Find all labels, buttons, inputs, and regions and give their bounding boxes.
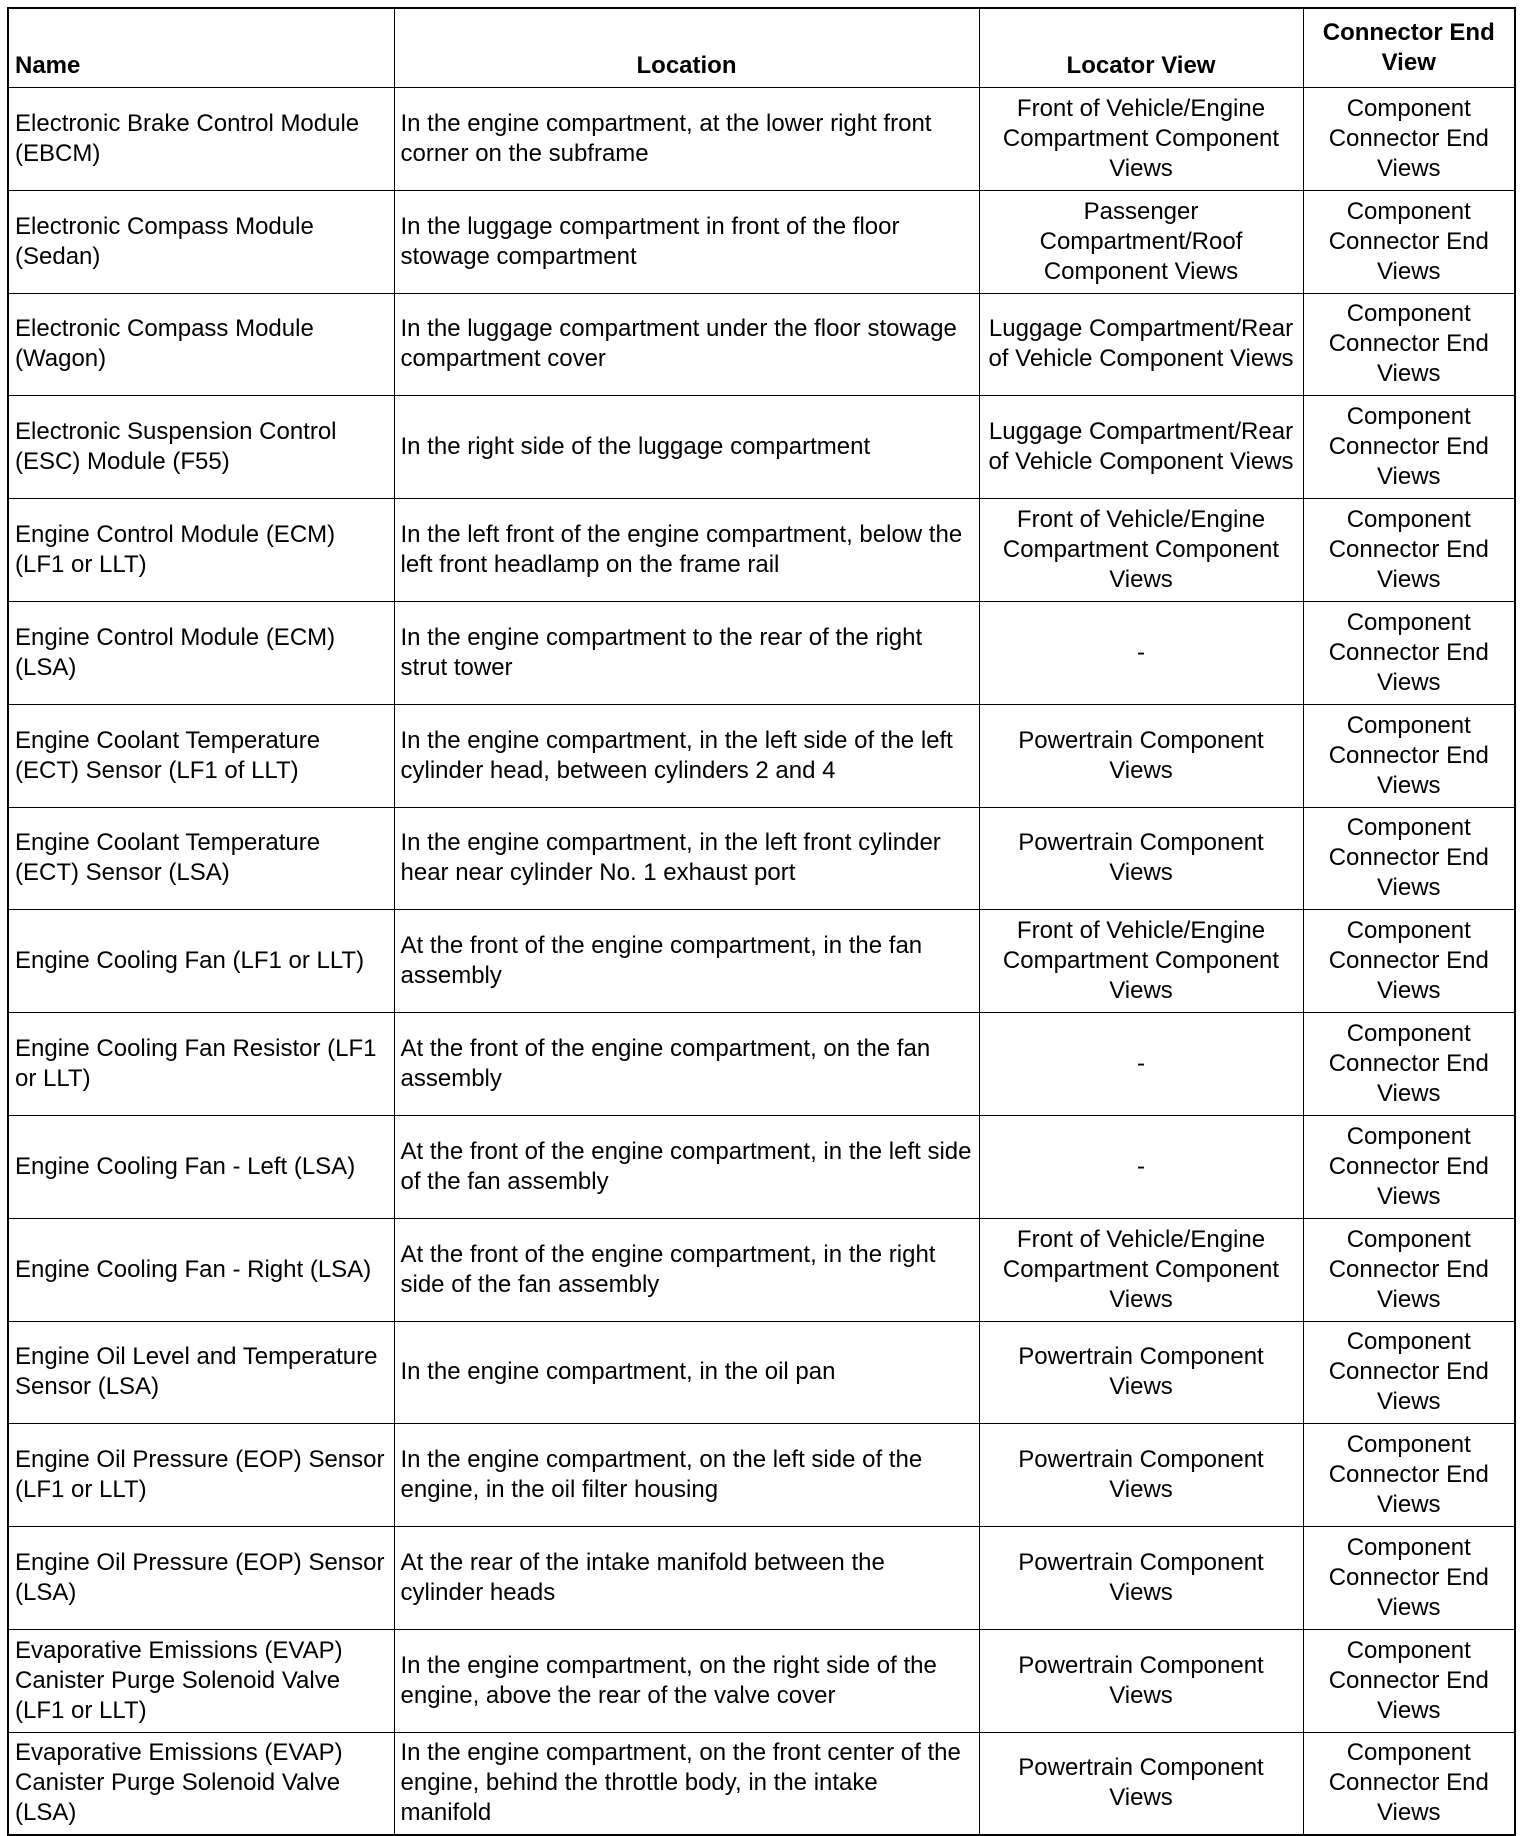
cell-connector-end-view: Component Connector End Views (1303, 293, 1515, 396)
table-row (8, 1424, 1515, 1527)
cell-location: In the luggage compartment in front of the floor stowage compartment (394, 190, 979, 293)
cell-name: Engine Control Module (ECM) (LF1 or LLT) (8, 499, 394, 602)
cell-location: In the engine compartment, on the front center of the engine, behind the throttle body, in the intake manifold (394, 1732, 979, 1835)
cell-name: Engine Oil Pressure (EOP) Sensor (LSA) (8, 1527, 394, 1630)
table-row (8, 601, 1515, 704)
cell-location: In the luggage compartment under the floor stowage compartment cover (394, 293, 979, 396)
cell-name: Engine Cooling Fan (LF1 or LLT) (8, 910, 394, 1013)
cell-connector-end-view: Component Connector End Views (1303, 1218, 1515, 1321)
cell-locator-view: Powertrain Component Views (979, 1424, 1303, 1527)
cell-connector-end-view: Component Connector End Views (1303, 1013, 1515, 1116)
cell-location: In the left front of the engine compartment, below the left front headlamp on the frame rail (394, 499, 979, 602)
table-row (8, 704, 1515, 807)
cell-name: Electronic Compass Module (Wagon) (8, 293, 394, 396)
table-row (8, 499, 1515, 602)
cell-name: Electronic Compass Module (Sedan) (8, 190, 394, 293)
component-locator-table (7, 7, 1516, 1836)
cell-name: Engine Cooling Fan - Right (LSA) (8, 1218, 394, 1321)
cell-locator-view: Powertrain Component Views (979, 1732, 1303, 1835)
cell-name: Electronic Suspension Control (ESC) Module (F55) (8, 396, 394, 499)
cell-locator-view: - (979, 601, 1303, 704)
table-row (8, 1732, 1515, 1835)
cell-connector-end-view: Component Connector End Views (1303, 807, 1515, 910)
table-row (8, 293, 1515, 396)
cell-location: At the front of the engine compartment, in the left side of the fan assembly (394, 1115, 979, 1218)
cell-connector-end-view: Component Connector End Views (1303, 1629, 1515, 1732)
cell-location: In the engine compartment to the rear of the right strut tower (394, 601, 979, 704)
table-row (8, 88, 1515, 191)
cell-name: Engine Oil Level and Temperature Sensor (LSA) (8, 1321, 394, 1424)
table-row (8, 1218, 1515, 1321)
cell-connector-end-view: Component Connector End Views (1303, 601, 1515, 704)
cell-connector-end-view: Component Connector End Views (1303, 1321, 1515, 1424)
table-row (8, 396, 1515, 499)
cell-name: Evaporative Emissions (EVAP) Canister Purge Solenoid Valve (LSA) (8, 1732, 394, 1835)
cell-location: At the front of the engine compartment, on the fan assembly (394, 1013, 979, 1116)
header-name: Name (8, 8, 394, 88)
cell-name: Electronic Brake Control Module (EBCM) (8, 88, 394, 191)
table-row (8, 190, 1515, 293)
cell-name: Engine Coolant Temperature (ECT) Sensor (LSA) (8, 807, 394, 910)
cell-location: At the front of the engine compartment, in the fan assembly (394, 910, 979, 1013)
cell-location: In the engine compartment, in the left front cylinder hear near cylinder No. 1 exhaust port (394, 807, 979, 910)
cell-locator-view: Powertrain Component Views (979, 1527, 1303, 1630)
header-row (8, 8, 1515, 88)
cell-locator-view: Front of Vehicle/Engine Compartment Component Views (979, 910, 1303, 1013)
cell-location: In the engine compartment, in the left side of the left cylinder head, between cylinders 2 and 4 (394, 704, 979, 807)
cell-name: Evaporative Emissions (EVAP) Canister Purge Solenoid Valve (LF1 or LLT) (8, 1629, 394, 1732)
cell-location: In the engine compartment, at the lower right front corner on the subframe (394, 88, 979, 191)
cell-location: At the front of the engine compartment, in the right side of the fan assembly (394, 1218, 979, 1321)
cell-locator-view: Passenger Compartment/Roof Component Views (979, 190, 1303, 293)
cell-connector-end-view: Component Connector End Views (1303, 704, 1515, 807)
cell-location: In the engine compartment, in the oil pan (394, 1321, 979, 1424)
cell-location: At the rear of the intake manifold between the cylinder heads (394, 1527, 979, 1630)
cell-location: In the engine compartment, on the right side of the engine, above the rear of the valve cover (394, 1629, 979, 1732)
cell-locator-view: Powertrain Component Views (979, 1629, 1303, 1732)
cell-connector-end-view: Component Connector End Views (1303, 1424, 1515, 1527)
cell-locator-view: - (979, 1013, 1303, 1116)
cell-connector-end-view: Component Connector End Views (1303, 499, 1515, 602)
cell-location: In the engine compartment, on the left side of the engine, in the oil filter housing (394, 1424, 979, 1527)
cell-name: Engine Coolant Temperature (ECT) Sensor (LF1 of LLT) (8, 704, 394, 807)
header-location: Location (394, 8, 979, 88)
cell-locator-view: Powertrain Component Views (979, 1321, 1303, 1424)
cell-locator-view: Powertrain Component Views (979, 807, 1303, 910)
table-header (8, 8, 1515, 88)
cell-connector-end-view: Component Connector End Views (1303, 190, 1515, 293)
table-row (8, 807, 1515, 910)
table-row (8, 1321, 1515, 1424)
cell-locator-view: Powertrain Component Views (979, 704, 1303, 807)
cell-locator-view: Front of Vehicle/Engine Compartment Component Views (979, 88, 1303, 191)
table-row (8, 910, 1515, 1013)
table-row (8, 1115, 1515, 1218)
cell-name: Engine Control Module (ECM) (LSA) (8, 601, 394, 704)
cell-name: Engine Oil Pressure (EOP) Sensor (LF1 or LLT) (8, 1424, 394, 1527)
cell-locator-view: Luggage Compartment/Rear of Vehicle Component Views (979, 396, 1303, 499)
table-body (8, 88, 1515, 1836)
cell-connector-end-view: Component Connector End Views (1303, 910, 1515, 1013)
cell-connector-end-view: Component Connector End Views (1303, 1115, 1515, 1218)
cell-connector-end-view: Component Connector End Views (1303, 1527, 1515, 1630)
header-connector-end-view: Connector End View (1303, 8, 1515, 88)
cell-connector-end-view: Component Connector End Views (1303, 1732, 1515, 1835)
cell-name: Engine Cooling Fan - Left (LSA) (8, 1115, 394, 1218)
table-row (8, 1013, 1515, 1116)
cell-locator-view: Luggage Compartment/Rear of Vehicle Component Views (979, 293, 1303, 396)
cell-connector-end-view: Component Connector End Views (1303, 396, 1515, 499)
cell-locator-view: Front of Vehicle/Engine Compartment Component Views (979, 1218, 1303, 1321)
header-locator-view: Locator View (979, 8, 1303, 88)
cell-locator-view: - (979, 1115, 1303, 1218)
table-row (8, 1629, 1515, 1732)
table-row (8, 1527, 1515, 1630)
cell-connector-end-view: Component Connector End Views (1303, 88, 1515, 191)
cell-name: Engine Cooling Fan Resistor (LF1 or LLT) (8, 1013, 394, 1116)
cell-locator-view: Front of Vehicle/Engine Compartment Component Views (979, 499, 1303, 602)
cell-location: In the right side of the luggage compartment (394, 396, 979, 499)
